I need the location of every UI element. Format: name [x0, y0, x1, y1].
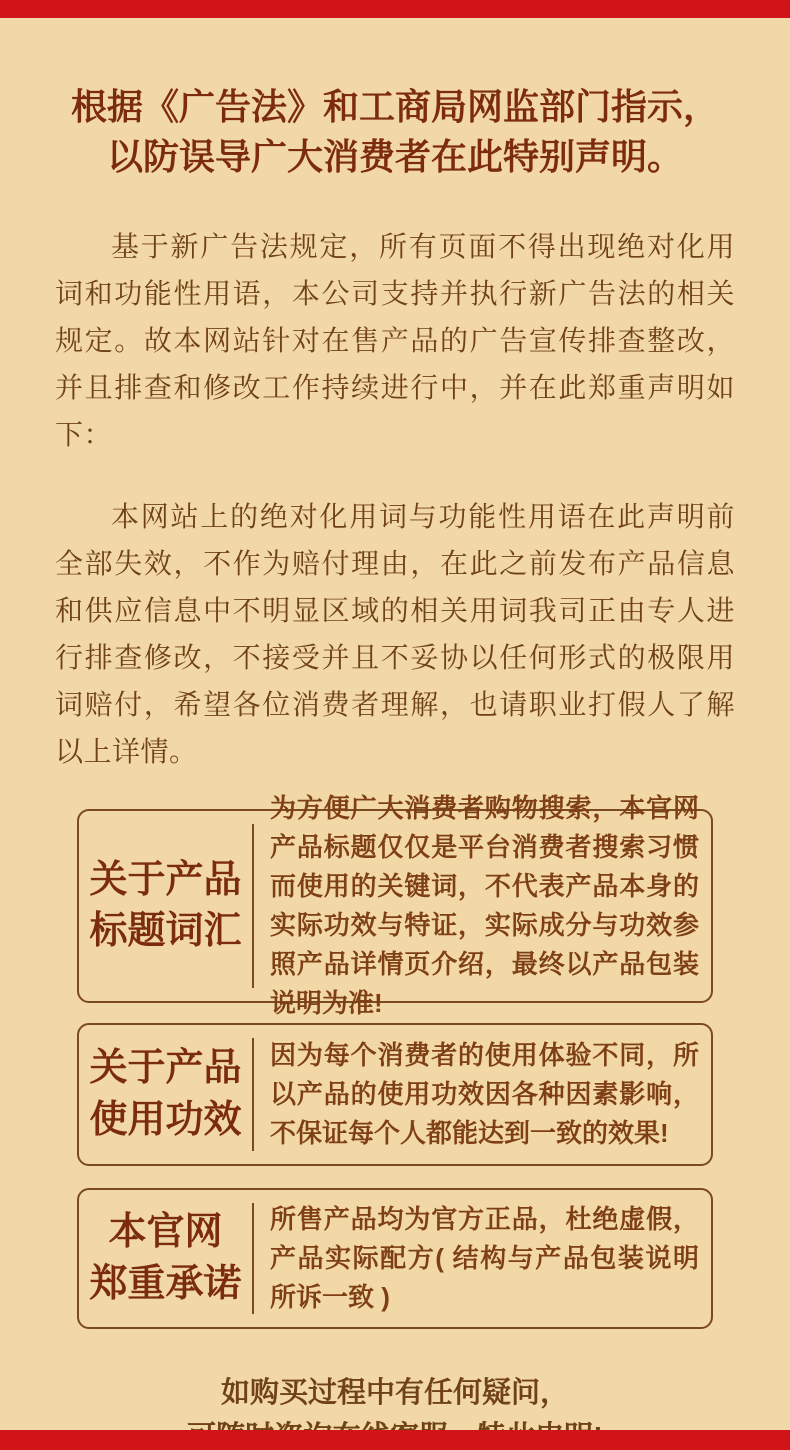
intro-paragraph: 基于新广告法规定，所有页面不得出现绝对化用词和功能性用语，本公司支持并执行新广告法的相关规定。故本网站针对在售产品的广告宣传排查整改，并且排查和修改工作持续进行中，并在此郑重声明如下： — [55, 232, 735, 451]
notice-box-text-content: 因为每个消费者的使用体验不同，所以产品的使用功效因各种因素影响，不保证每个人都能达到一致的效果! — [270, 1040, 699, 1148]
statement-title — [20, 82, 770, 182]
notice-box-official-promise — [77, 1188, 713, 1329]
declaration-paragraph: 本网站上的绝对化用词与功能性用语在此声明前全部失效，不作为赔付理由，在此之前发布产品信息和供应信息中不明显区域的相关用词我司正由专人进行排查修改，不接受并且不妥协以任何形式的极限用词赔付，希望各位消费者理解，也请职业打假人了解以上详情。 — [55, 502, 735, 768]
footer-note-line-1: 如购买过程中有任何疑问， — [220, 1377, 569, 1409]
notice-box-label-line-1: 关于产品 — [89, 1047, 242, 1090]
notice-box-label-line-1: 关于产品 — [89, 858, 242, 901]
notice-box-text — [252, 1203, 711, 1314]
notice-box-text — [252, 1038, 711, 1151]
statement-title-line-1: 根据《广告法》和工商局网监部门指示， — [70, 87, 719, 127]
notice-box-label-line-1: 本官网 — [108, 1211, 223, 1254]
notice-box-label-line-2: 使用功效 — [89, 1098, 242, 1141]
notice-box-label — [79, 811, 252, 1001]
notice-box-label-line-2: 郑重承诺 — [89, 1262, 242, 1305]
bottom-red-bar — [0, 1430, 790, 1450]
top-red-bar — [0, 0, 790, 18]
notice-box-text — [252, 793, 711, 1018]
statement-title-line-2: 以防误导广大消费者在此特别声明。 — [106, 137, 683, 177]
notice-box-product-effect — [77, 1023, 713, 1166]
notice-box-product-title — [77, 793, 713, 1018]
notice-box-label — [79, 1190, 252, 1327]
notice-box-label-line-2: 标题词汇 — [89, 910, 242, 952]
notice-box-label — [79, 1025, 252, 1164]
notice-box-text-content: 所售产品均为官方正品，杜绝虚假，产品实际配方( 结构与产品包装说明所诉一致 ) — [270, 1204, 699, 1312]
notice-box-text-content: 为方便广大消费者购物搜索，本官网产品标题仅仅是平台消费者搜索习惯而使用的关键词，不代表产品本身的实际功效与特证，实际成分与功效参照产品详情页介绍，最终以产品包装说明为准! — [270, 793, 699, 1018]
